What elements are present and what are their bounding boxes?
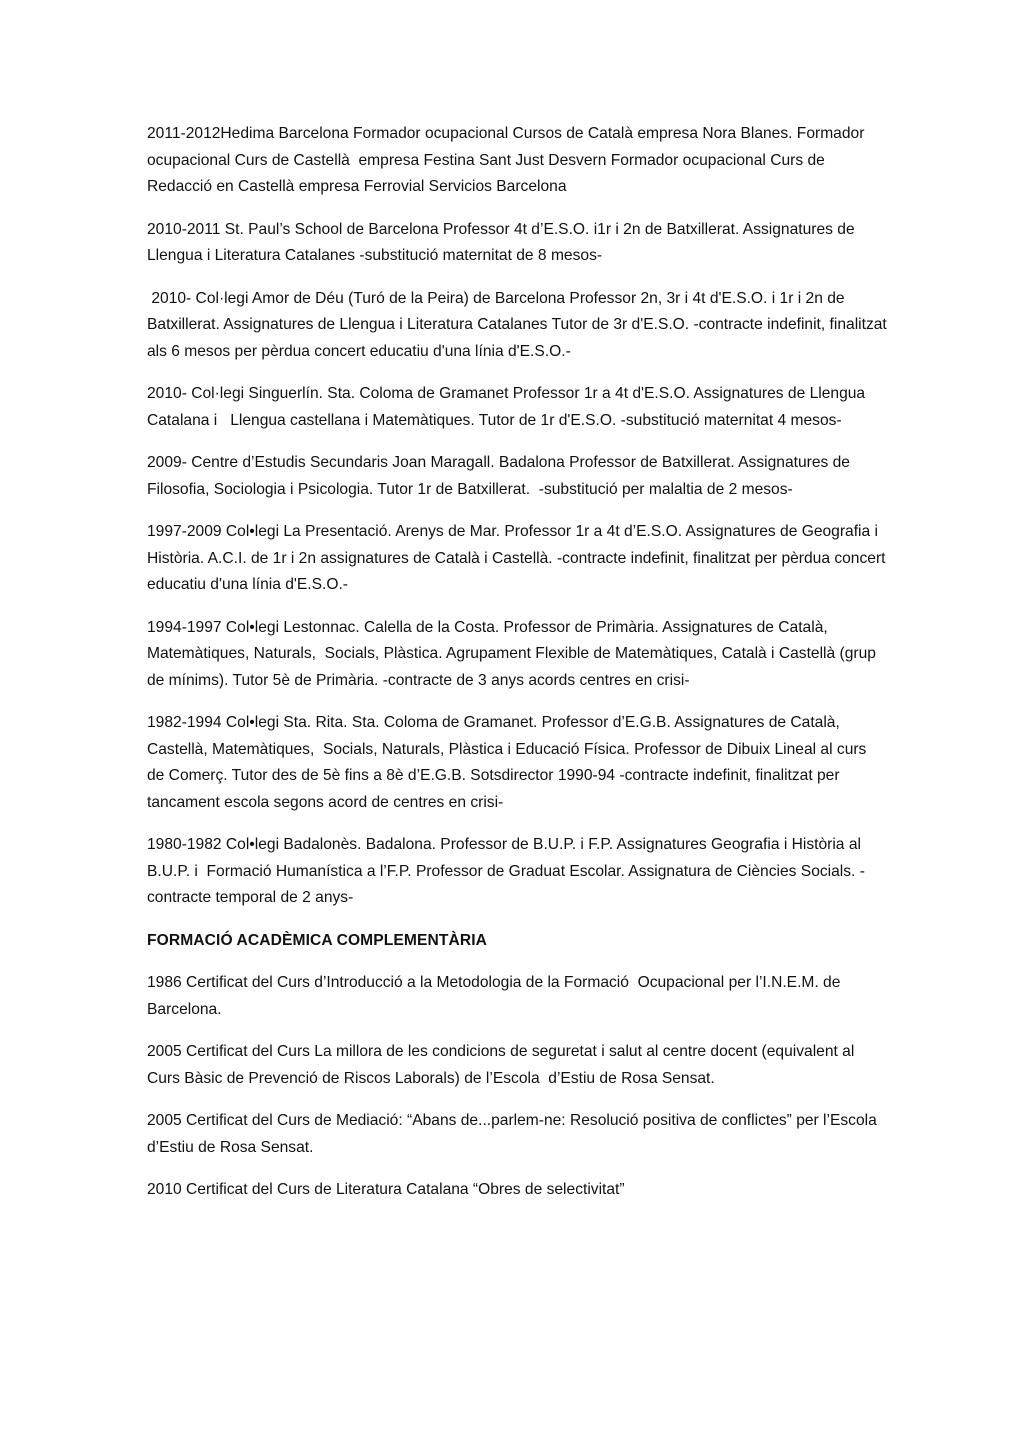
training-entry-2005-mediacio: 2005 Certificat del Curs de Mediació: “Abans de...parlem-ne: Resolució positiva de conflictes” per l’Escola d’Estiu de Rosa Sensat. [147,1112,882,1156]
section-heading-training: FORMACIÓ ACADÈMICA COMPLEMENTÀRIA [147,931,487,949]
experience-entry-1994-1997: 1994-1997 Col•legi Lestonnac. Calella de la Costa. Professor de Primària. Assignatures de Català, Matemàtiques, Naturals, Socials, Plàstica. Agrupament Flexible de Matemàtiques, Català i Castellà (grup de mínims). Tutor 5è de Primària. -contracte de 3 anys acords centres en crisi- [147,618,881,689]
training-entry-1986: 1986 Certificat del Curs d’Introducció a la Metodologia de la Formació Ocupacional per l’I.N.E.M. de Barcelona. [147,974,845,1018]
experience-entry-2010-2011: 2010-2011 St. Paul’s School de Barcelona Professor 4t d’E.S.O. i1r i 2n de Batxillerat. Assignatures de Llengua i Literatura Catalanes -substitució maternitat de 8 mesos- [147,220,859,264]
experience-entry-2010-singuerlin: 2010- Col·legi Singuerlín. Sta. Coloma de Gramanet Professor 1r a 4t d'E.S.O. Assignatures de Llengua Catalana i Llengua castellana i Matemàtiques. Tutor de 1r d'E.S.O. -substitució maternitat 4 mesos- [147,385,870,429]
experience-entry-2010-amor-de-deu: 2010- Col·legi Amor de Déu (Turó de la Peira) de Barcelona Professor 2n, 3r i 4t d'E.S.O. i 1r i 2n de Batxillerat. Assignatures de Llengua i Literatura Catalanes Tutor de 3r d'E.S.O. -contracte indefinit, finalitzat als 6 mesos per pèrdua concert educatiu d'una línia d'E.S.O.- [147,289,892,360]
training-entry-2010-literatura: 2010 Certificat del Curs de Literatura Catalana “Obres de selectivitat” [147,1181,625,1198]
document-body [147,121,892,1220]
experience-entry-1997-2009: 1997-2009 Col•legi La Presentació. Arenys de Mar. Professor 1r a 4t d’E.S.O. Assignatures de Geografia i Història. A.C.I. de 1r i 2n assignatures de Català i Castellà. -contracte indefinit, finalitzat per pèrdua concert educatiu d'una línia d'E.S.O.- [147,523,890,593]
experience-entry-1982-1994: 1982-1994 Col•legi Sta. Rita. Sta. Coloma de Gramanet. Professor d’E.G.B. Assignatures de Català, Castellà, Matemàtiques, Socials, Naturals, Plàstica i Educació Física. Professor de Dibuix Lineal al curs de Comerç. Tutor des de 5è fins a 8è d’E.G.B. Sotsdirector 1990-94 -contracte indefinit, finalitzat per tancament escola segons acord de centres en crisi- [147,714,871,811]
experience-entry-1980-1982: 1980-1982 Col•legi Badalonès. Badalona. Professor de B.U.P. i F.P. Assignatures Geografia i Història al B.U.P. i Formació Humanística a l’F.P. Professor de Graduat Escolar. Assignatura de Ciències Socials. -contracte temporal de 2 anys- [147,836,866,906]
training-entry-2005-seguretat: 2005 Certificat del Curs La millora de les condicions de seguretat i salut al centre docent (equivalent al Curs Bàsic de Prevenció de Riscos Laborals) de l’Escola d’Estiu de Rosa Sensat. [147,1043,859,1087]
experience-entry-2011-2012: 2011-2012Hedima Barcelona Formador ocupacional Cursos de Català empresa Nora Blanes. Formador ocupacional Curs de Castellà empresa Festina Sant Just Desvern Formador ocupacional Curs de Redacció en Castellà empresa Ferrovial Servicios Barcelona [147,125,869,195]
experience-entry-2009: 2009- Centre d’Estudis Secundaris Joan Maragall. Badalona Professor de Batxillerat. Assignatures de Filosofia, Sociologia i Psicologia. Tutor 1r de Batxillerat. -substitució per malaltia de 2 mesos- [147,454,855,498]
